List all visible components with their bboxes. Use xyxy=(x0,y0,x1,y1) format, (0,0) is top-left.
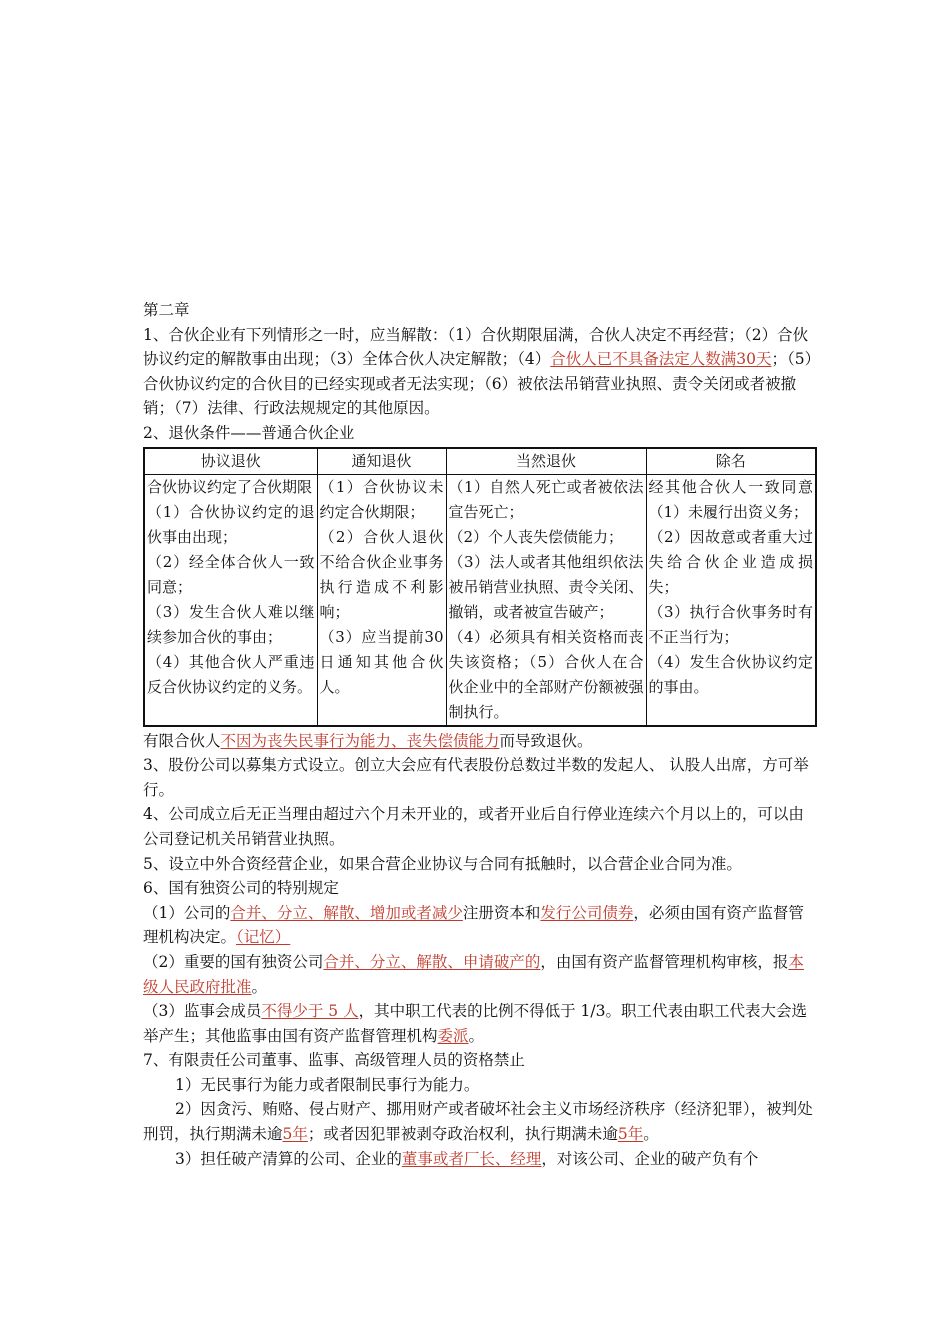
p6-2-text-c: 。 xyxy=(251,977,268,996)
cell-line: （1）合伙协议约定的退伙事由出现； xyxy=(147,502,315,546)
cell-agreement-withdrawal xyxy=(144,474,317,726)
limited-highlight: 不因为丧失民事行为能力、丧失偿债能力 xyxy=(220,731,500,750)
paragraph-7-2 xyxy=(143,1097,815,1146)
paragraph-6-1 xyxy=(143,901,815,950)
cell-expulsion xyxy=(646,474,816,726)
cell-line: （3）应当提前30日通知其他合伙人。 xyxy=(319,627,444,696)
p6-2-highlight-2: 本级人民政府批准 xyxy=(143,952,804,996)
p6-3-highlight-1: 不得少于 5 人 xyxy=(261,1002,359,1021)
limited-text-b: 而导致退伙。 xyxy=(499,731,593,750)
cell-line: （1）自然人死亡或者被依法宣告死亡； xyxy=(448,477,644,521)
paragraph-6-3 xyxy=(143,999,815,1048)
cell-automatic-withdrawal xyxy=(446,474,646,726)
cell-line: （4）发生合伙协议约定的事由。 xyxy=(648,652,813,696)
paragraph-6-2 xyxy=(143,950,815,999)
cell-line: （3）发生合伙人难以继续参加合伙的事由； xyxy=(147,602,315,646)
cell-line: （4）必须具有相关资格而丧失该资格；（5）合伙人在合伙企业中的全部财产份额被强制执行。 xyxy=(448,627,644,721)
p6-1-highlight-2: 发行公司债券 xyxy=(540,903,634,922)
p6-2-text-a: （2）重要的国有独资公司 xyxy=(143,952,324,971)
p6-3-text-c: 。 xyxy=(468,1026,485,1045)
p6-1-text-a: （1）公司的 xyxy=(143,903,231,922)
p7-3-text-b: ，对该公司、企业的破产负有个 xyxy=(541,1149,759,1168)
paragraph-7-title: 7、有限责任公司董事、监事、高级管理人员的资格禁止 xyxy=(143,1051,525,1070)
p6-3-highlight-2: 委派 xyxy=(437,1026,469,1045)
table-header-row xyxy=(144,448,816,475)
p6-1-highlight-3: （记忆） xyxy=(236,928,291,947)
p7-3-highlight-1: 董事或者厂长、经理 xyxy=(401,1149,542,1168)
p1-highlight-3: 天 xyxy=(755,350,772,369)
cell-line: （3）执行合伙事务时有不正当行为； xyxy=(648,602,813,646)
paragraph-3: 3、股份公司以募集方式设立。创立大会应有代表股份总数过半数的发起人、 认股人出席，方可举行。 xyxy=(143,756,809,799)
p7-3-text-a: 3）担任破产清算的公司、企业的 xyxy=(175,1149,402,1168)
header-agreement-withdrawal: 协议退伙 xyxy=(144,448,317,475)
p7-2-text-a: 2）因贪污、贿赂、侵占财产、挪用财产或者破坏社会主义市场经济秩序（经济犯罪），被判处刑罚，执行期满未逾 xyxy=(143,1100,813,1144)
paragraph-7-3 xyxy=(143,1147,815,1172)
p7-2-text-b: ；或者因犯罪被剥夺政治权利，执行期满未逾 xyxy=(307,1125,618,1144)
p6-2-text-b: ，由国有资产监督管理机构审核，报 xyxy=(540,952,789,971)
p1-highlight-1: 合伙人已不具备法定人数满 xyxy=(550,350,737,369)
header-expulsion: 除名 xyxy=(646,448,816,475)
withdrawal-table xyxy=(143,447,817,727)
p7-2-text-c: 。 xyxy=(643,1125,659,1144)
cell-line: 合伙协议约定了合伙期限 xyxy=(147,477,313,496)
table-row xyxy=(144,474,816,726)
p7-2-highlight-1: 5年 xyxy=(282,1125,308,1144)
p7-2-highlight-2: 5年 xyxy=(617,1125,644,1144)
cell-line: （2）合伙人退伙不给合伙企业事务执行造成不利影响； xyxy=(319,527,444,621)
p6-1-text-b: 注册资本和 xyxy=(462,903,541,922)
paragraph-4: 4、公司成立后无正当理由超过六个月未开业的，或者开业后自行停业连续六个月以上的，可以由公司登记机关吊销营业执照。 xyxy=(143,805,804,848)
cell-line: （1）合伙协议未约定合伙期限； xyxy=(319,477,444,521)
p6-3-text-a: （3）监事会成员 xyxy=(143,1002,262,1021)
paragraph-7-1: 1）无民事行为能力或者限制民事行为能力。 xyxy=(175,1075,480,1094)
paragraph-1 xyxy=(143,323,815,421)
p6-3-text-b: ，其中职工代表的比例不得低于 1/3。职工代表由职工代表大会选举产生；其他监事由国有资产监督管理机构 xyxy=(143,1002,807,1045)
header-automatic-withdrawal: 当然退伙 xyxy=(446,448,646,475)
limited-partner-note xyxy=(143,729,815,754)
cell-line: （4）其他合伙人严重违反合伙协议约定的义务。 xyxy=(147,652,315,696)
paragraph-5: 5、设立中外合资经营企业，如果合营企业协议与合同有抵触时，以合营企业合同为准。 xyxy=(143,854,742,873)
p6-1-text-c: ，必须由国有资产监督管理机构决定。 xyxy=(143,903,804,947)
cell-line: （2）经全体合伙人一致同意； xyxy=(147,552,315,596)
paragraph-2-title: 2、退伙条件——普通合伙企业 xyxy=(143,423,355,442)
chapter-title: 第二章 xyxy=(143,301,190,319)
cell-line: （2）个人丧失偿债能力； xyxy=(448,527,624,546)
cell-line: （3）法人或者其他组织依法被吊销营业执照、责令关闭、撤销，或者被宣告破产； xyxy=(448,552,644,621)
cell-notice-withdrawal xyxy=(317,474,446,726)
paragraph-6-title: 6、国有独资公司的特别规定 xyxy=(143,879,339,898)
p1-text-a: 1、合伙企业有下列情形之一时，应当解散：（1）合伙期限届满，合伙人决定不再经营；（2）合伙协议约定的解散事由出现；（3）全体合伙人决定解散；（4） xyxy=(143,325,809,369)
p6-2-highlight-1: 合并、分立、解散、申请破产的 xyxy=(323,952,541,971)
limited-text-a: 有限合伙人 xyxy=(143,731,221,750)
header-notice-withdrawal: 通知退伙 xyxy=(317,448,446,475)
cell-line: 经其他合伙人一致同意（1）未履行出资义务； xyxy=(648,477,813,521)
p1-highlight-2: 30 xyxy=(736,350,756,369)
document-page xyxy=(143,298,815,1171)
cell-line: （2）因故意或者重大过失给合伙企业造成损失； xyxy=(648,527,813,596)
p1-text-b: ；（5）合伙协议约定的合伙目的已经实现或者无法实现；（6）被依法吊销营业执照、责令关闭或者被撤销；（7）法律、行政法规规定的其他原因。 xyxy=(143,350,813,418)
p6-1-highlight-1: 合并、分立、解散、增加或者减少 xyxy=(230,903,463,922)
